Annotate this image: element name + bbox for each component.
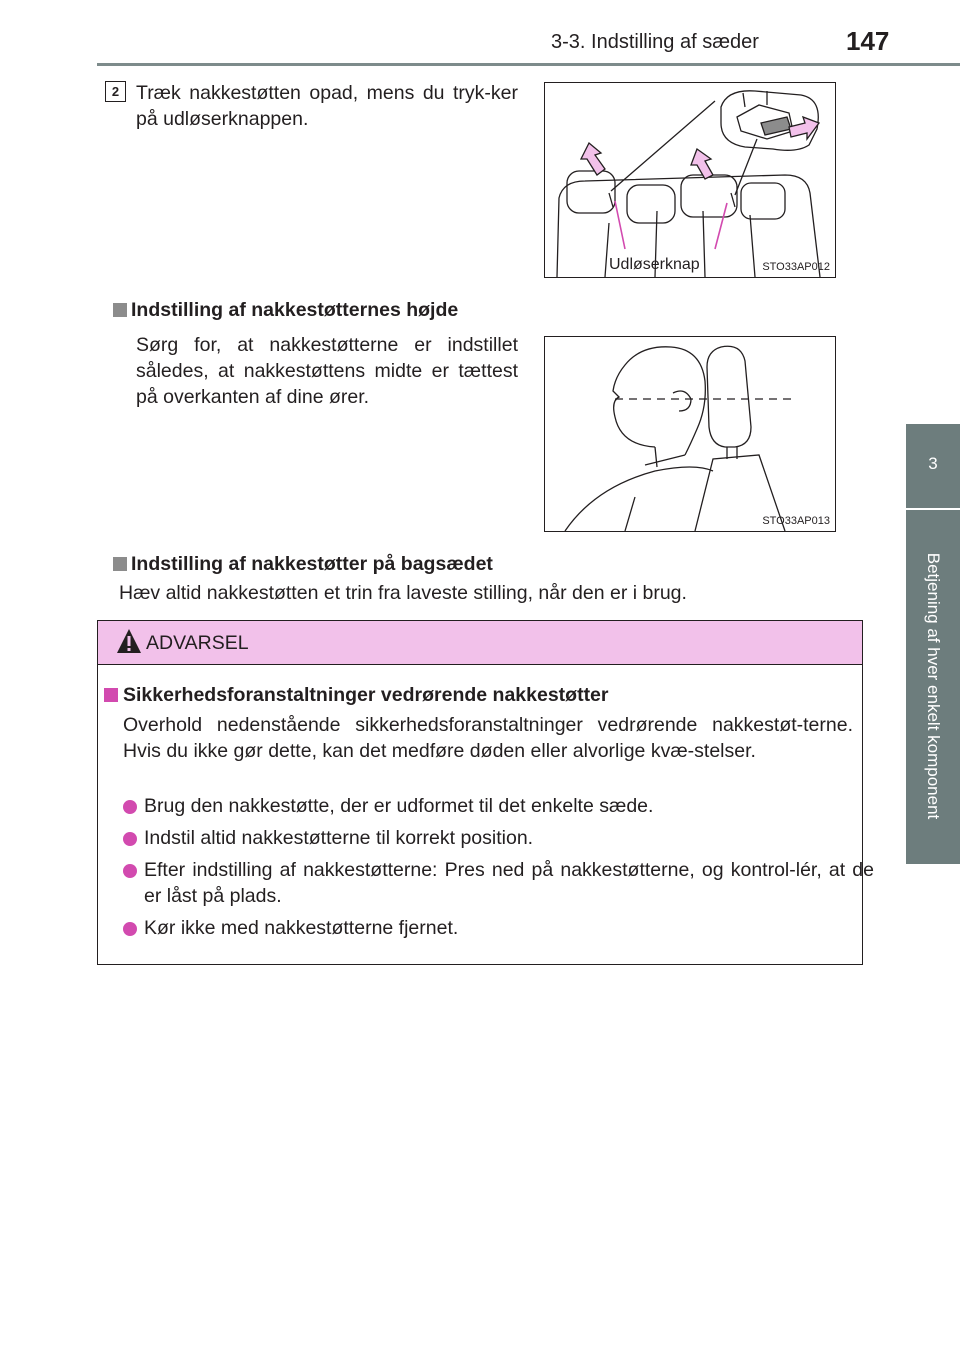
section-text: Hæv altid nakkestøtten et trin fra laveste stilling, når den er i brug. <box>119 582 687 604</box>
warning-title: ADVARSEL <box>146 632 249 654</box>
figure-code: STO33AP013 <box>762 515 830 527</box>
chapter-tab <box>906 424 960 508</box>
bullet-dot <box>123 922 137 936</box>
warning-triangle-icon <box>116 627 142 655</box>
bullet-text: Efter indstilling af nakkestøtterne: Pres ned på nakkestøtterne, og kontrol-lér, at de er låst på plads. <box>144 859 874 907</box>
release-button-label: Udløserknap <box>609 256 700 273</box>
bullet-dot <box>123 864 137 878</box>
headrest-height-illustration <box>545 337 835 531</box>
warning-bullet <box>123 857 874 909</box>
chapter-title: Betjening af hver enkelt komponent <box>924 552 943 820</box>
header-rule <box>97 63 960 66</box>
warning-section-marker <box>104 688 118 702</box>
warning-heading: Sikkerhedsforanstaltninger vedrørende nakkestøtter <box>123 684 609 706</box>
section-marker <box>113 303 127 317</box>
section-title: 3-3. Indstilling af sæder <box>551 31 759 53</box>
section-heading: Indstilling af nakkestøtter på bagsædet <box>131 553 493 575</box>
warning-bullet <box>123 793 874 819</box>
bullet-text: Kør ikke med nakkestøtterne fjernet. <box>144 917 459 939</box>
page-number: 147 <box>846 26 890 56</box>
warning-body: Overhold nedenstående sikkerhedsforanstaltninger vedrørende nakkestøt-terne. Hvis du ikke gør dette, kan det medføre døden eller alvorlige kvæ-stelser. <box>123 714 853 762</box>
headrest-release-figure <box>544 82 836 278</box>
bullet-dot <box>123 800 137 814</box>
bullet-text: Indstil altid nakkestøtterne til korrekt position. <box>144 827 534 849</box>
step-instruction: Træk nakkestøtten opad, mens du tryk-ker på udløserknappen. <box>136 82 518 130</box>
headrest-height-figure <box>544 336 836 532</box>
warning-bullet <box>123 825 874 851</box>
section-heading: Indstilling af nakkestøtternes højde <box>131 299 459 321</box>
warning-header <box>98 621 862 665</box>
figure-code: STO33AP012 <box>762 261 830 273</box>
step-number-box: 2 <box>105 81 126 102</box>
bullet-dot <box>123 832 137 846</box>
section-text: Sørg for, at nakkestøtterne er indstillet således, at nakkestøttens midte er tættest på overkanten af dine ører. <box>136 334 518 408</box>
section-marker <box>113 557 127 571</box>
chapter-number: 3 <box>928 454 938 473</box>
warning-bullet <box>123 915 874 941</box>
bullet-text: Brug den nakkestøtte, der er udformet til det enkelte sæde. <box>144 795 654 817</box>
warning-box <box>97 620 874 965</box>
headrest-release-illustration <box>545 83 835 277</box>
